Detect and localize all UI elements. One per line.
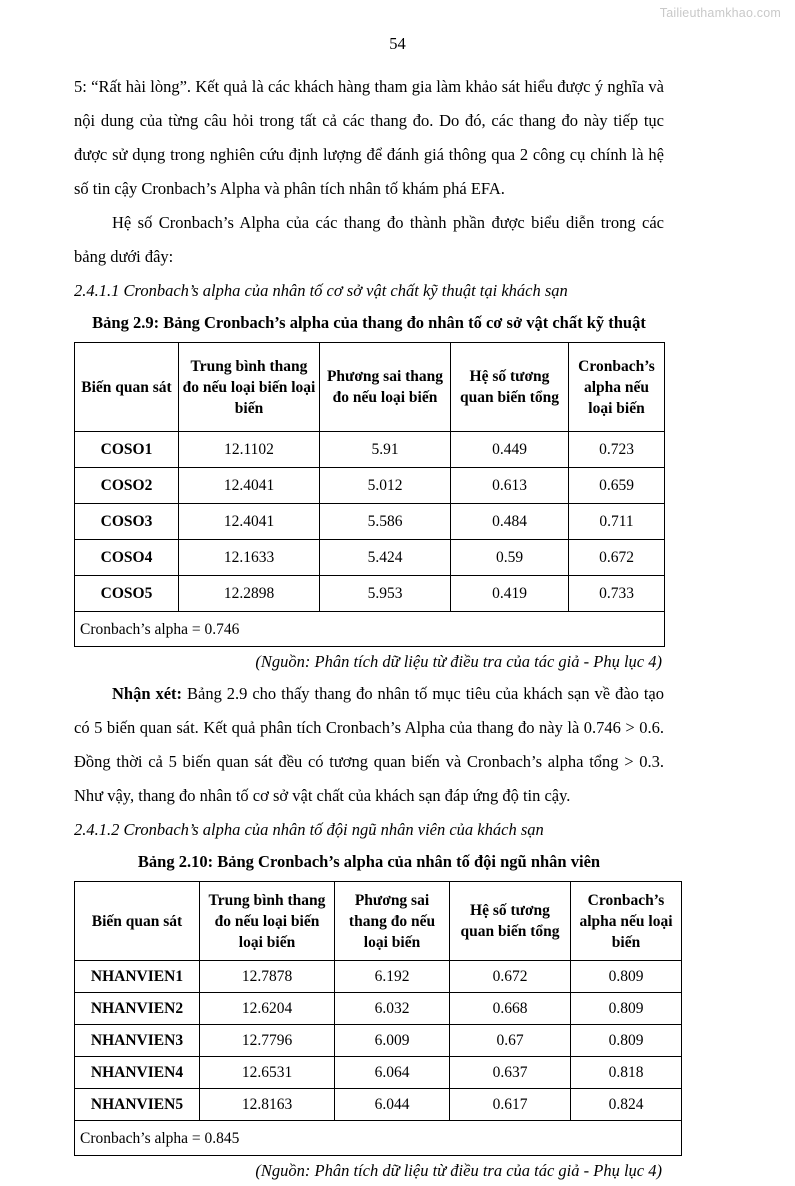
cell-scale-mean: 12.1633 bbox=[179, 540, 320, 576]
column-header-alpha-if-deleted: Cronbach’s alpha nếu loại biến bbox=[571, 882, 682, 961]
cell-scale-variance: 5.586 bbox=[320, 504, 451, 540]
cell-item-total-correlation: 0.613 bbox=[451, 468, 569, 504]
cell-alpha-if-deleted: 0.711 bbox=[569, 504, 665, 540]
table-row bbox=[75, 1025, 682, 1057]
cell-variable: NHANVIEN2 bbox=[75, 993, 200, 1025]
cell-scale-mean: 12.2898 bbox=[179, 576, 320, 612]
cell-alpha-if-deleted: 0.809 bbox=[571, 961, 682, 993]
table-row bbox=[75, 1057, 682, 1089]
cell-scale-variance: 5.012 bbox=[320, 468, 451, 504]
section-heading-2412: 2.4.1.2 Cronbach’s alpha của nhân tố đội ngũ nhân viên của khách sạn bbox=[74, 820, 544, 839]
cell-alpha-if-deleted: 0.723 bbox=[569, 432, 665, 468]
table-row bbox=[75, 540, 665, 576]
table-footer-row bbox=[75, 1121, 682, 1156]
nhan-xet-body: Bảng 2.9 cho thấy thang đo nhân tố mục tiêu của khách sạn về đào tạo có 5 biến quan sát. Kết quả phân tích Cronbach’s Alpha của thang đo này là 0.746 > 0.6. Đồng thời cả 5 biến quan sát đều có tương quan biến và Cronbach’s alpha tổng > 0.3. Như vậy, thang đo nhân tố cơ sở vật chất của khách sạn đáp ứng độ tin cậy. bbox=[74, 684, 664, 805]
cell-scale-mean: 12.7796 bbox=[200, 1025, 335, 1057]
table-row bbox=[75, 504, 665, 540]
table-header-row bbox=[75, 882, 682, 961]
cell-item-total-correlation: 0.67 bbox=[450, 1025, 571, 1057]
cell-variable: COSO4 bbox=[75, 540, 179, 576]
cell-scale-mean: 12.7878 bbox=[200, 961, 335, 993]
cell-item-total-correlation: 0.668 bbox=[450, 993, 571, 1025]
column-header-variable: Biến quan sát bbox=[75, 882, 200, 961]
column-header-scale-mean: Trung bình thang đo nếu loại biến loại biến bbox=[179, 343, 320, 432]
cell-scale-variance: 5.953 bbox=[320, 576, 451, 612]
alpha-intro-paragraph: Hệ số Cronbach’s Alpha của các thang đo thành phần được biểu diễn trong các bảng dưới đây: bbox=[74, 213, 664, 266]
table-row bbox=[75, 993, 682, 1025]
cell-scale-mean: 12.6204 bbox=[200, 993, 335, 1025]
nhan-xet-paragraph bbox=[74, 677, 664, 813]
table-row bbox=[75, 432, 665, 468]
cell-scale-mean: 12.8163 bbox=[200, 1089, 335, 1121]
cell-item-total-correlation: 0.449 bbox=[451, 432, 569, 468]
section-heading-2411: 2.4.1.1 Cronbach’s alpha của nhân tố cơ sở vật chất kỹ thuật tại khách sạn bbox=[74, 281, 568, 300]
cell-scale-mean: 12.4041 bbox=[179, 504, 320, 540]
cell-item-total-correlation: 0.59 bbox=[451, 540, 569, 576]
cell-variable: NHANVIEN5 bbox=[75, 1089, 200, 1121]
cell-scale-variance: 5.91 bbox=[320, 432, 451, 468]
table-row bbox=[75, 576, 665, 612]
cell-alpha-if-deleted: 0.809 bbox=[571, 993, 682, 1025]
column-header-alpha-if-deleted: Cronbach’s alpha nếu loại biến bbox=[569, 343, 665, 432]
column-header-variable: Biến quan sát bbox=[75, 343, 179, 432]
table-row bbox=[75, 961, 682, 993]
cronbach-alpha-total: Cronbach’s alpha = 0.746 bbox=[75, 612, 665, 647]
cell-scale-mean: 12.6531 bbox=[200, 1057, 335, 1089]
site-watermark: Tailieuthamkhao.com bbox=[659, 6, 781, 20]
cell-item-total-correlation: 0.637 bbox=[450, 1057, 571, 1089]
nhan-xet-label: Nhận xét: bbox=[112, 684, 183, 703]
column-header-scale-variance: Phương sai thang đo nếu loại biến bbox=[335, 882, 450, 961]
cell-variable: COSO1 bbox=[75, 432, 179, 468]
cell-item-total-correlation: 0.419 bbox=[451, 576, 569, 612]
column-header-item-total-correlation: Hệ số tương quan biến tổng bbox=[451, 343, 569, 432]
intro-paragraph: 5: “Rất hài lòng”. Kết quả là các khách hàng tham gia làm khảo sát hiểu được ý nghĩa và nội dung của từng câu hỏi trong tất cả các thang đo. Do đó, các thang đo này tiếp tục được sử dụng trong nghiên cứu định lượng để đánh giá thông qua 2 công cụ chính là hệ số tin cậy Cronbach’s Alpha và phân tích nhân tố khám phá EFA. bbox=[74, 77, 664, 198]
cell-alpha-if-deleted: 0.824 bbox=[571, 1089, 682, 1121]
cell-scale-mean: 12.1102 bbox=[179, 432, 320, 468]
cell-variable: COSO2 bbox=[75, 468, 179, 504]
cronbach-alpha-total: Cronbach’s alpha = 0.845 bbox=[75, 1121, 682, 1156]
page-number: 54 bbox=[389, 34, 406, 53]
table-title-2-10: Bảng 2.10: Bảng Cronbach’s alpha của nhân tố đội ngũ nhân viên bbox=[137, 852, 601, 871]
cell-alpha-if-deleted: 0.809 bbox=[571, 1025, 682, 1057]
table-header-row bbox=[75, 343, 665, 432]
cell-item-total-correlation: 0.617 bbox=[450, 1089, 571, 1121]
page-content bbox=[74, 70, 673, 1186]
table-title-2-9: Bảng 2.9: Bảng Cronbach’s alpha của thang đo nhân tố cơ sở vật chất kỹ thuật bbox=[92, 313, 646, 332]
column-header-scale-mean: Trung bình thang đo nếu loại biến loại biến bbox=[200, 882, 335, 961]
column-header-scale-variance: Phương sai thang đo nếu loại biến bbox=[320, 343, 451, 432]
cell-variable: COSO5 bbox=[75, 576, 179, 612]
cell-variable: NHANVIEN3 bbox=[75, 1025, 200, 1057]
cell-alpha-if-deleted: 0.733 bbox=[569, 576, 665, 612]
cell-scale-variance: 6.064 bbox=[335, 1057, 450, 1089]
cell-scale-variance: 6.009 bbox=[335, 1025, 450, 1057]
cell-variable: COSO3 bbox=[75, 504, 179, 540]
cell-scale-mean: 12.4041 bbox=[179, 468, 320, 504]
table-row bbox=[75, 1089, 682, 1121]
cell-alpha-if-deleted: 0.818 bbox=[571, 1057, 682, 1089]
cronbach-table-coso bbox=[74, 342, 665, 647]
table-row bbox=[75, 468, 665, 504]
column-header-item-total-correlation: Hệ số tương quan biến tổng bbox=[450, 882, 571, 961]
cell-scale-variance: 6.192 bbox=[335, 961, 450, 993]
table-footer-row bbox=[75, 612, 665, 647]
cell-scale-variance: 5.424 bbox=[320, 540, 451, 576]
cell-variable: NHANVIEN1 bbox=[75, 961, 200, 993]
cell-item-total-correlation: 0.484 bbox=[451, 504, 569, 540]
cell-alpha-if-deleted: 0.659 bbox=[569, 468, 665, 504]
cell-scale-variance: 6.032 bbox=[335, 993, 450, 1025]
cell-item-total-correlation: 0.672 bbox=[450, 961, 571, 993]
cronbach-table-nhanvien bbox=[74, 881, 682, 1156]
table-source-note-2-9: (Nguồn: Phân tích dữ liệu từ điều tra của tác giả - Phụ lục 4) bbox=[255, 652, 662, 671]
table-source-note-2-10: (Nguồn: Phân tích dữ liệu từ điều tra của tác giả - Phụ lục 4) bbox=[255, 1161, 662, 1180]
cell-variable: NHANVIEN4 bbox=[75, 1057, 200, 1089]
cell-scale-variance: 6.044 bbox=[335, 1089, 450, 1121]
cell-alpha-if-deleted: 0.672 bbox=[569, 540, 665, 576]
